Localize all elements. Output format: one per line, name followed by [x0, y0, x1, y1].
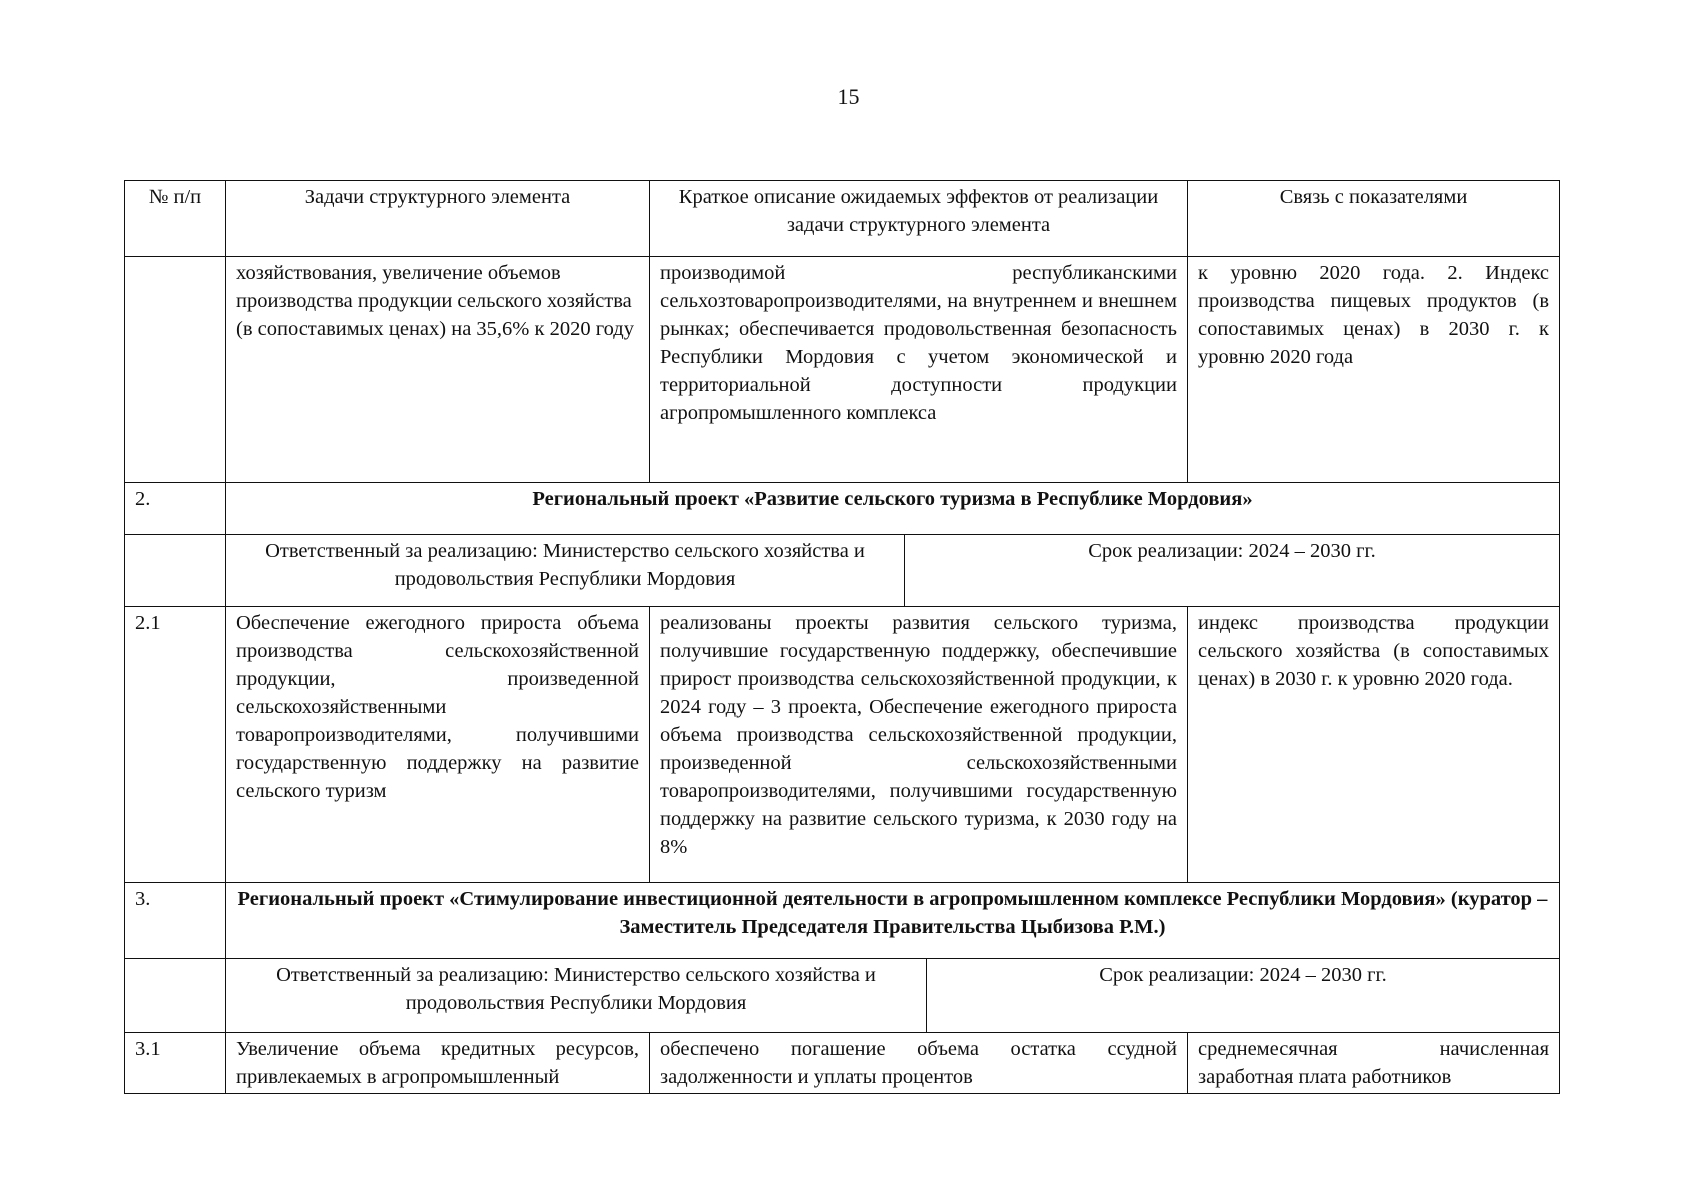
section-2-meta [226, 535, 1560, 607]
row-2-1-effect: реализованы проекты развития сельского туризма, получившие государственную поддержку, обеспечившие прирост производства сельскохозяйственной продукции, к 2024 году – 3 проекта, Обеспечение ежегодного прироста объема производства сельскохозяйственной продукции, произведенной сельскохозяйственными товаропроизводителями, получившими государственную поддержку на развитие сельского туризма, к 2030 году на 8% [650, 607, 1188, 883]
table-row [125, 257, 1560, 483]
row-cont-effect: производимой республиканскими сельхозтоваропроизводителями, на внутреннем и внешнем рынках; обеспечивается продовольственная безопасность Республики Мордовия с учетом экономической и территориальной доступности продукции агропромышленного комплекса [650, 257, 1188, 483]
header-tasks: Задачи структурного элемента [226, 181, 650, 257]
section-3-meta [226, 959, 1560, 1033]
row-2-1-task: Обеспечение ежегодного прироста объема производства сельскохозяйственной продукции, произведенной сельскохозяйственными товаропроизводителями, получившими государственную поддержку на развитие сельского туризм [226, 607, 650, 883]
structural-elements-table [124, 180, 1560, 1094]
header-num: № п/п [125, 181, 226, 257]
section-3-meta-row [125, 959, 1560, 1033]
section-2-period: Срок реализации: 2024 – 2030 гг. [1088, 540, 1376, 562]
section-2-title: Региональный проект «Развитие сельского туризма в Республике Мордовия» [226, 483, 1560, 535]
row-3-1-task: Увеличение объема кредитных ресурсов, привлекаемых в агропромышленный [226, 1033, 650, 1094]
header-link: Связь с показателями [1188, 181, 1560, 257]
section-3-period: Срок реализации: 2024 – 2030 гг. [1099, 964, 1387, 986]
row-3-1-link: среднемесячная начисленная заработная плата работников [1188, 1033, 1560, 1094]
table-header-row [125, 181, 1560, 257]
page-number: 15 [837, 84, 860, 109]
section-2-meta-empty [125, 535, 226, 607]
section-2-meta-row [125, 535, 1560, 607]
row-3-1-effect: обеспечено погашение объема остатка ссудной задолженности и уплаты процентов [650, 1033, 1188, 1094]
row-cont-num [125, 257, 226, 483]
section-3-num: 3. [125, 883, 226, 959]
section-2-num: 2. [125, 483, 226, 535]
section-2-responsible: Ответственный за реализацию: Министерство сельского хозяйства и продовольствия Республики Мордовия [226, 535, 905, 606]
section-3-responsible: Ответственный за реализацию: Министерство сельского хозяйства и продовольствия Республики Мордовия [226, 959, 927, 1032]
row-cont-link: к уровню 2020 года. 2. Индекс производства пищевых продуктов (в сопоставимых ценах) в 2030 г. к уровню 2020 года [1188, 257, 1560, 483]
section-3-title: Региональный проект «Стимулирование инвестиционной деятельности в агропромышленном комплексе Республики Мордовия» (куратор – Заместитель Председателя Правительства Цыбизова Р.М.) [226, 883, 1560, 959]
header-effects: Краткое описание ожидаемых эффектов от реализации задачи структурного элемента [650, 181, 1188, 257]
section-2-title-row [125, 483, 1560, 535]
table-row [125, 607, 1560, 883]
table-row [125, 1033, 1560, 1094]
row-cont-task: хозяйствования, увеличение объемов производства продукции сельского хозяйства (в сопоставимых ценах) на 35,6% к 2020 году [226, 257, 650, 483]
section-3-title-row [125, 883, 1560, 959]
row-2-1-num: 2.1 [125, 607, 226, 883]
row-2-1-link: индекс производства продукции сельского хозяйства (в сопоставимых ценах) в 2030 г. к уровню 2020 года. [1188, 607, 1560, 883]
section-3-meta-empty [125, 959, 226, 1033]
row-3-1-num: 3.1 [125, 1033, 226, 1094]
